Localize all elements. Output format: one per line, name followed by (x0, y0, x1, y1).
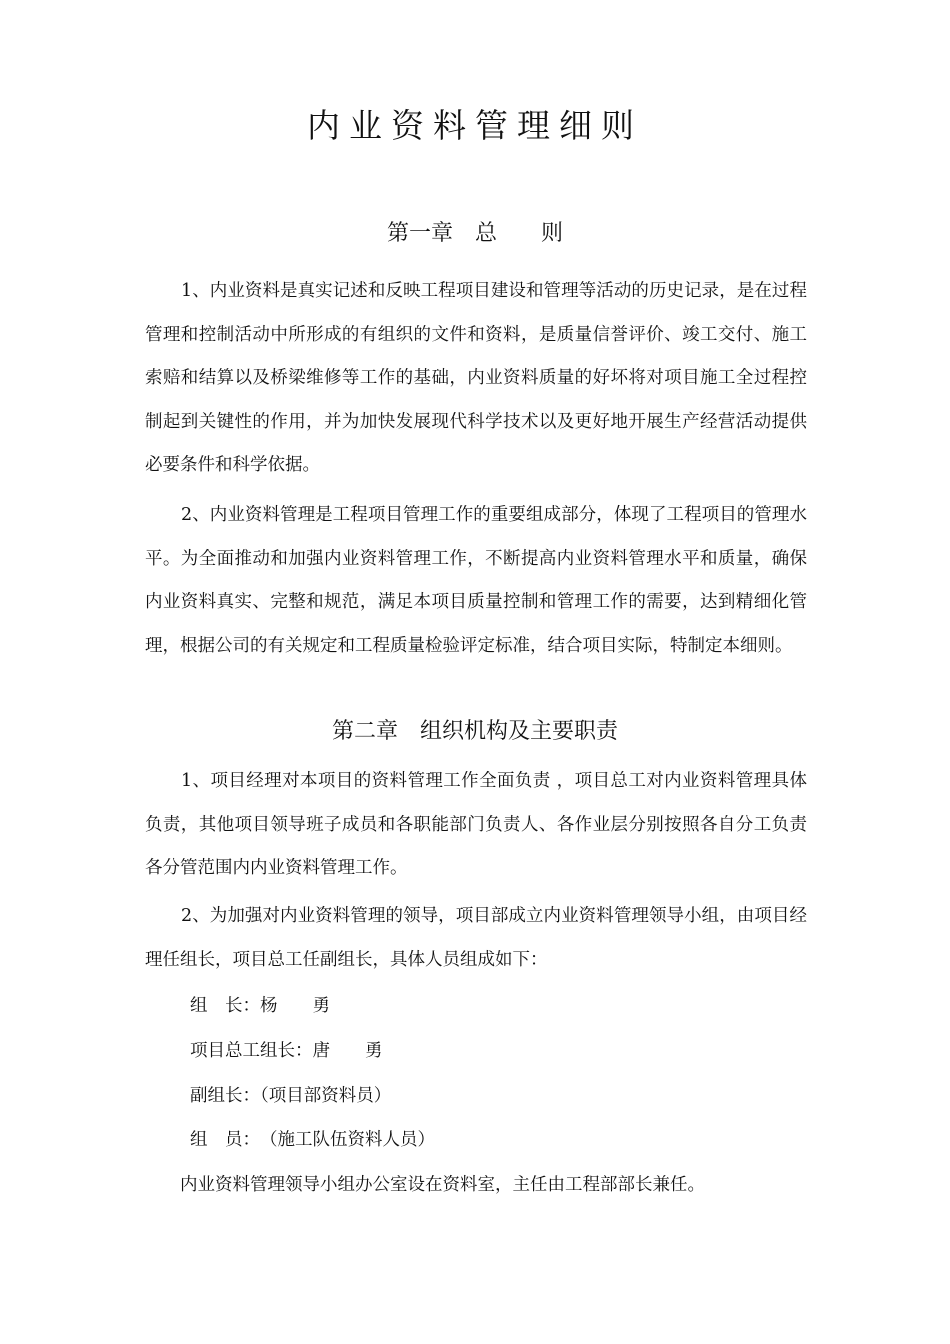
document-title: 内业资料管理细则 (307, 106, 643, 145)
member-leader: 组 长：杨 勇 (190, 996, 330, 1016)
member-team-members: 组 员： （施工队伍资料人员） (190, 1130, 435, 1150)
member-deputy-leader: 副组长：（项目部资料员） (190, 1086, 392, 1106)
chapter-1-paragraph-2: 2、内业资料管理是工程项目管理工作的重要组成部分，体现了工程项目的管理水平。为全面推动和加强内业资料管理工作，不断提高内业资料管理水平和质量，确保内业资料真实、完整和规范，满足本项目质量控制和管理工作的需要，达到精细化管理，根据公司的有关规定和工程质量检验评定标准，结合项目实际，特制定本细则。 (145, 505, 807, 656)
chapter-2-paragraph-1: 1、项目经理对本项目的资料管理工作全面负责 ，项目总工对内业资料管理具体负责，其他项目领导班子成员和各职能部门负责人、各作业层分别按照各自分工负责各分管范围内内业资料管理工作。 (145, 771, 807, 879)
chapter-2-paragraph-2: 2、为加强对内业资料管理的领导，项目部成立内业资料管理领导小组，由项目经理任组长，项目总工任副组长，具体人员组成如下： (145, 906, 807, 970)
office-note: 内业资料管理领导小组办公室设在资料室，主任由工程部部长兼任。 (180, 1175, 705, 1195)
chapter-2-title: 第二章 组织机构及主要职责 (331, 719, 618, 744)
member-chief-engineer: 项目总工组长：唐 勇 (190, 1041, 383, 1061)
chapter-1-paragraph-1: 1、内业资料是真实记述和反映工程项目建设和管理等活动的历史记录，是在过程管理和控制活动中所形成的有组织的文件和资料，是质量信誉评价、竣工交付、施工索赔和结算以及桥梁维修等工作的基础，内业资料质量的好坏将对项目施工全过程控制起到关键性的作用，并为加快发展现代科学技术以及更好地开展生产经营活动提供必要条件和科学依据。 (145, 281, 807, 476)
chapter-1-title: 第一章 总 则 (386, 221, 563, 246)
